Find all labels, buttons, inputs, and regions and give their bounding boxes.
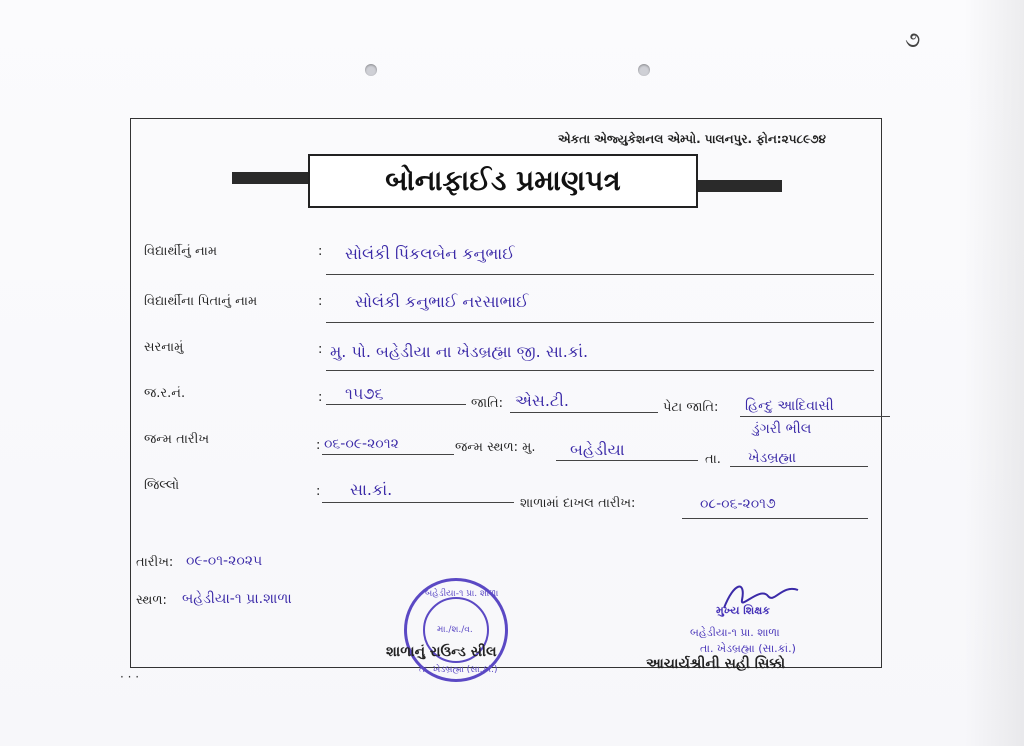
father-name-line [326, 322, 874, 323]
footer-date-value: ૦૯-૦૧-૨૦૨૫ [186, 553, 263, 569]
gr-no-value: ૧૫૭૬ [345, 384, 384, 403]
admission-date-value: ૦૮-૦૬-૨૦૧૭ [700, 496, 776, 512]
seal-top-text: બહેડીયા-૧ પ્રા. શાળા [425, 589, 499, 599]
admission-date-line [682, 518, 868, 519]
district-label: જિલ્લો [144, 478, 180, 493]
principal-sign-label: આચાર્યશ્રીની સહી સિક્કો [646, 656, 786, 672]
school-round-seal [404, 578, 508, 682]
student-name-label: વિદ્યાર્થીનું નામ [144, 244, 217, 259]
taluka-line [730, 466, 868, 467]
birth-place-label: જન્મ સ્થળ: મુ. [455, 440, 536, 455]
subcaste-value-line1: હિન્દુ આદિવાસી [745, 398, 834, 414]
father-name-label: વિદ્યાર્થીના પિતાનું નામ [144, 294, 258, 309]
punch-hole-left [365, 64, 377, 76]
printer-imprint: એકતા એજ્યુકેશનલ એમ્પો. પાલનપુર. ફોન:૨૫૮૯૭૪ [558, 132, 826, 146]
colon: : [318, 244, 323, 259]
title-bar-right [698, 180, 782, 192]
certificate-title: બોનાફાઈડ પ્રમાણપત્ર [308, 154, 698, 208]
stamp-line-1: મુખ્ય શિક્ષક [716, 604, 771, 617]
caste-label: જાતિ: [471, 396, 504, 411]
gr-no-line [326, 404, 466, 405]
colon: : [318, 390, 323, 405]
round-seal-label: શાળાનું રાઉન્ડ સીલ [386, 644, 497, 660]
seal-bottom-text: તા. ખેડબ્રહ્મા (સા.કાં.) [419, 665, 498, 675]
birth-date-label: જન્મ તારીખ [144, 432, 210, 447]
address-label: સરનામું [144, 340, 184, 355]
page-edge-shadow [964, 0, 1024, 746]
admission-date-label: શાળામાં દાખલ તારીખ: [520, 496, 636, 511]
colon: : [318, 342, 323, 357]
gr-no-label: જ.ર.નં. [144, 386, 186, 401]
student-name-line [326, 274, 874, 275]
footer-place-label: સ્થળ: [136, 593, 167, 608]
father-name-value: સોલંકી કનુભાઈ નરસાભાઈ [355, 292, 529, 311]
colon: : [316, 438, 321, 453]
district-value: સા.કાં. [350, 480, 393, 499]
subcaste-label: પેટા જાતિ: [663, 400, 719, 415]
corner-dots: · · · [120, 670, 140, 684]
caste-line [510, 412, 658, 413]
colon: : [318, 294, 323, 309]
footer-date-label: તારીખ: [136, 555, 174, 570]
birth-place-value: બહેડીયા [570, 440, 625, 459]
colon: : [316, 484, 321, 499]
birth-date-line [322, 454, 454, 455]
student-name-value: સોલંકી પિંકલબેન કનુભાઈ [345, 244, 515, 263]
corner-page-number: ૭ [905, 28, 921, 53]
birth-date-value: ૦૬-૦૯-૨૦૧૨ [324, 436, 399, 452]
taluka-label: તા. [705, 452, 721, 467]
subcaste-line [740, 416, 890, 417]
footer-place-value: બહેડીયા-૧ પ્રા.શાળા [182, 591, 292, 607]
punch-hole-right [638, 64, 650, 76]
seal-center-text: મા./શ./વ. [437, 625, 473, 635]
district-line [322, 502, 514, 503]
subcaste-value-line2: ડુંગરી ભીલ [752, 421, 812, 437]
birth-place-line [556, 460, 698, 461]
address-value: મુ. પો. બહેડીયા ના ખેડબ્રહ્મા જી. સા.કાં. [330, 342, 589, 361]
caste-value: એસ.ટી. [515, 391, 569, 410]
stamp-line-3: તા. ખેડબ્રહ્મા (સા.કાં.) [700, 642, 796, 655]
address-line [326, 370, 874, 371]
taluka-value: ખેડબ્રહ્મા [748, 450, 797, 466]
title-bar-left [232, 172, 308, 184]
stamp-line-2: બહેડીયા-૧ પ્રા. શાળા [690, 626, 780, 639]
